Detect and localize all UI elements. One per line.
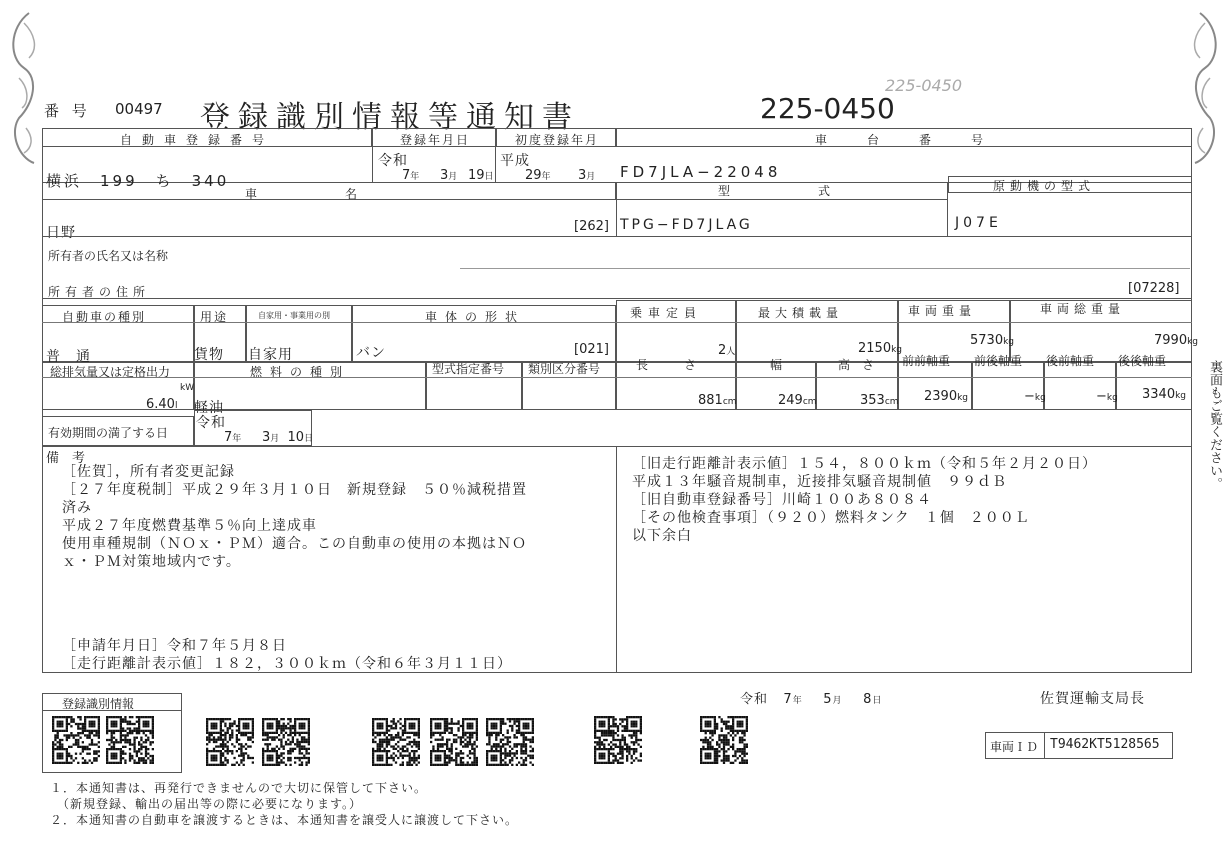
model-header: 型 式: [718, 184, 839, 198]
issue-era: 令和: [740, 692, 769, 707]
remark-line: ［走行距離計表示値］１８２，３００ｋｍ（令和６年３月１１日）: [62, 656, 512, 672]
expiry-month: 3: [261, 430, 271, 445]
reg-info-label: 登録識別情報: [62, 697, 135, 711]
capacity: [718, 343, 735, 358]
width: [778, 393, 817, 408]
capacity-header: 乗車定員: [630, 306, 703, 320]
displacement-value: 6.40: [146, 397, 175, 412]
title-code: 225-0450: [760, 92, 895, 125]
rf-axle: [1096, 389, 1118, 404]
class-header: 類別区分番号: [528, 362, 601, 376]
height-value: 353: [860, 393, 885, 408]
day-unit: 日: [484, 172, 494, 182]
vehicle-id-divider: [1044, 732, 1045, 759]
car-name: 日野: [46, 225, 76, 241]
vehicle-weight: [970, 333, 1014, 348]
width-header: 幅: [770, 358, 783, 372]
year-unit: 年: [792, 696, 803, 706]
cm-unit: cm: [722, 397, 737, 407]
qr-code: [206, 718, 254, 766]
owner-address-code: [07228]: [1128, 281, 1180, 296]
use-header: 用途: [200, 310, 229, 324]
vehicle-body: バン: [356, 345, 386, 361]
cm-unit: cm: [884, 397, 899, 407]
height-header: 高 さ: [838, 358, 875, 372]
remarks-left: [62, 463, 527, 571]
reg-era: 令和: [378, 153, 408, 169]
gross-header: 車両総重量: [1040, 302, 1126, 316]
rf-axle-header: 後前軸重: [1046, 354, 1095, 368]
year-unit: 年: [410, 172, 420, 182]
car-name-header: 車 名: [245, 187, 366, 201]
height: [860, 393, 899, 408]
kg-unit: kg: [1106, 393, 1118, 403]
reg-month-value: 3: [440, 168, 449, 183]
expiry-label: 有効期間の満了する日: [48, 426, 169, 440]
engine-header: 原動機の型式: [993, 179, 1096, 193]
qr-code: [106, 716, 154, 764]
fr-axle: [1024, 389, 1046, 404]
document-title: 登録識別情報等通知書: [200, 100, 580, 135]
first-month: [578, 168, 595, 183]
vehicle-id-label: 車両ＩＤ: [990, 740, 1039, 754]
owner-name-label: 所有者の氏名又は名称: [48, 249, 169, 263]
chassis-header: 車台番号: [815, 133, 1024, 147]
first-year: [525, 168, 551, 183]
side-note: 裏面もご覧ください。: [1207, 360, 1222, 490]
max-load-value: 2150: [858, 341, 892, 356]
max-load-header: 最大積載量: [758, 306, 844, 320]
weight-header: 車両重量: [908, 304, 977, 318]
qr-code: [430, 718, 478, 766]
kg-unit: kg: [1175, 391, 1187, 401]
owner-address-label: 所有者の住所: [48, 285, 151, 299]
qr-code: [52, 716, 100, 764]
expiry-era: 令和: [196, 415, 226, 431]
fr-axle-value: −: [1024, 389, 1035, 404]
fuel-header: 燃料の種別: [250, 365, 351, 379]
length-header: 長 さ: [636, 358, 701, 372]
owner-bottom-line: [42, 298, 1192, 299]
year-unit: 年: [541, 172, 551, 182]
displacement-header: 総排気量又は定格出力: [50, 365, 171, 379]
engine-model: J07E: [955, 215, 1002, 231]
issue-date: [740, 688, 882, 707]
remark-line: ｘ・ＰＭ対策地域内です。: [62, 554, 241, 570]
vehicle-type: 普 通: [46, 349, 91, 365]
first-era: 平成: [500, 153, 530, 169]
issue-year: 7: [783, 692, 793, 707]
kg-unit: kg: [891, 345, 903, 355]
footer-note: （新規登録、輸出の届出等の際に必要になります。）: [50, 797, 363, 811]
issue-day: 8: [863, 692, 873, 707]
rr-axle-cell: [1116, 362, 1192, 410]
remark-line: ［佐賀］，所有者変更記録: [62, 464, 235, 480]
type-header: 自動車の種別: [62, 310, 147, 324]
rf-axle-value: −: [1096, 389, 1107, 404]
ff-axle-value: 2390: [924, 389, 958, 404]
footer-note: ２．本通知書の自動車を譲渡するときは、本通知書を譲受人に譲渡して下さい。: [50, 813, 519, 827]
reg-info-label-line: [42, 710, 182, 711]
month-unit: 月: [832, 696, 843, 706]
expiry-date: [224, 430, 313, 445]
rr-axle-value: 3340: [1142, 387, 1176, 402]
reg-day-value: 19: [468, 168, 485, 183]
day-unit: 日: [872, 696, 883, 706]
remark-line: ［旧自動車登録番号］川崎１００あ８０８４: [632, 492, 932, 508]
reg-day: [468, 168, 494, 183]
displacement: [146, 397, 177, 412]
qr-code: [486, 718, 534, 766]
month-unit: 月: [586, 172, 596, 182]
reg-number-header: 自動車登録番号: [120, 133, 275, 147]
remarks-top-line: [42, 446, 1192, 447]
kg-unit: kg: [957, 393, 969, 403]
kg-unit: kg: [1034, 393, 1046, 403]
footer-notes: [50, 780, 518, 828]
row3-header-line: [42, 322, 1192, 323]
ff-axle: [924, 389, 968, 404]
car-name-code: [262]: [574, 219, 609, 234]
kw-unit: kW: [180, 383, 195, 393]
rr-axle: [1142, 387, 1186, 402]
first-reg-header: 初度登録年月: [515, 133, 600, 147]
reg-month: [440, 168, 457, 183]
remarks-right: [632, 455, 1097, 545]
length-value: 881: [698, 393, 723, 408]
month-unit: 月: [448, 172, 458, 182]
remark-line: 済み: [62, 500, 92, 516]
reg-date-header: 登録年月日: [400, 133, 471, 147]
reg-number: 横浜 199 ち 340: [46, 172, 230, 190]
handwritten-code: 225-0450: [885, 76, 963, 95]
owner-name-line: [460, 268, 1190, 269]
type-approval-header: 型式指定番号: [432, 362, 505, 376]
remarks-label: 備 考: [46, 451, 86, 466]
vehicle-body-code: [021]: [574, 342, 609, 357]
month-unit: 月: [270, 434, 280, 444]
remark-line: ［２７年度税制］平成２９年３月１０日 新規登録 ５０％減税措置: [62, 482, 527, 498]
qr-code: [262, 718, 310, 766]
remarks-left-bottom: [62, 637, 512, 673]
number-value: 00497: [115, 100, 163, 118]
fuel: 軽油: [194, 400, 224, 416]
capacity-value: 2: [718, 343, 727, 358]
liter-unit: l: [174, 401, 178, 411]
gross-value: 7990: [1154, 333, 1188, 348]
vehicle-private: 自家用: [248, 347, 293, 363]
qr-code: [372, 718, 420, 766]
chassis-number: FD7JLA−22048: [620, 163, 782, 181]
gross-weight: [1154, 333, 1198, 348]
remark-line: ［旧走行距離計表示値］１５４，８００ｋｍ（令和５年２月２０日）: [632, 456, 1097, 472]
kg-unit: kg: [1003, 337, 1015, 347]
first-year-value: 29: [525, 168, 542, 183]
capacity-unit: 人: [726, 347, 736, 357]
vehicle-id: T9462KT5128565: [1050, 737, 1160, 752]
remark-line: 以下余白: [632, 528, 692, 544]
remark-line: 平成２７年度燃費基準５％向上達成車: [62, 518, 317, 534]
remark-line: ［申請年月日］令和７年５月８日: [62, 638, 287, 654]
weight-value: 5730: [970, 333, 1004, 348]
year-unit: 年: [232, 434, 242, 444]
max-load: [858, 341, 902, 356]
width-value: 249: [778, 393, 803, 408]
remark-line: 平成１３年騒音規制車，近接排気騒音規制値 ９９ｄＢ: [632, 474, 1007, 490]
body-header: 車体の形状: [425, 310, 526, 324]
first-month-value: 3: [578, 168, 587, 183]
fr-axle-header: 前後軸重: [974, 354, 1023, 368]
day-unit: 日: [304, 434, 314, 444]
qr-code: [594, 716, 642, 764]
qr-code: [700, 716, 748, 764]
cm-unit: cm: [802, 397, 817, 407]
remark-line: 使用車種規制（ＮＯｘ・ＰＭ）適合。この自動車の使用の本拠はＮＯ: [62, 536, 527, 552]
vehicle-use: 貨物: [194, 347, 224, 363]
remark-line: ［その他検査事項］（９２０）燃料タンク １個 ２００Ｌ: [632, 510, 1030, 526]
number-label: 番 号: [44, 102, 91, 120]
reg-year-value: 7: [402, 168, 411, 183]
row4-header-line: [42, 377, 1192, 378]
model: TPG−FD7JLAG: [620, 217, 753, 233]
reg-year: [402, 168, 419, 183]
expiry-day: 10: [287, 430, 305, 445]
remarks-divider: [616, 446, 617, 673]
expiry-year: 7: [224, 430, 233, 445]
footer-note: １．本通知書は、再発行できませんので大切に保管して下さい。: [50, 781, 428, 795]
length: [698, 393, 737, 408]
private-header: 自家用・事業用の別: [258, 311, 330, 320]
ff-axle-header: 前前軸重: [902, 354, 951, 368]
issuer: 佐賀運輸支局長: [1040, 691, 1145, 707]
kg-unit: kg: [1187, 337, 1199, 347]
issue-month: 5: [823, 692, 833, 707]
model-value-cell: [616, 200, 948, 237]
rr-axle-header: 後後軸重: [1118, 354, 1167, 368]
